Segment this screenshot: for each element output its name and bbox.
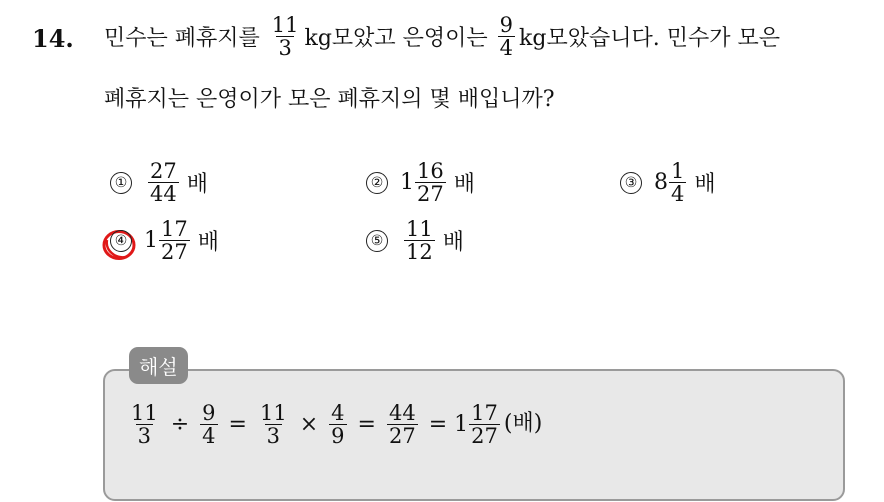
choice-marker: ② [366,172,388,194]
divide-operator: ÷ [170,412,190,438]
solution-fraction: $\frac{44}{27}$ [388,401,416,449]
choice-fraction: $\frac{11}{12}$ [406,217,433,265]
choice-2[interactable] [366,160,475,205]
solution-tag: 해설 [129,347,188,384]
choice-marker: ① [110,172,132,194]
choice-unit: 배 [197,230,219,256]
question-number: 14. [32,24,74,53]
solution-fraction: $\frac{17}{27}$ [471,401,498,449]
choice-marker: ④ [110,230,132,252]
equals-sign: = [228,412,247,438]
choice-unit: 배 [453,172,475,198]
question-text-part3: kg모았습니다. 민수가 모은 [519,26,780,52]
choice-marker: ⑤ [366,230,388,252]
solution-equation [125,402,542,447]
question-text-part2: kg모았고 은영이는 [304,26,488,52]
choice-unit: 배 [186,172,208,198]
choice-1[interactable] [110,160,208,205]
choice-fraction: $\frac{1}{4}$ [671,159,685,207]
choice-unit: 배 [442,230,464,256]
choice-whole: 8 [654,170,668,196]
choice-3[interactable] [620,160,716,205]
solution-unit: (배) [503,411,543,436]
choice-fraction: $\frac{17}{27}$ [161,217,188,265]
solution-whole: 1 [454,412,469,438]
fraction-minsu: $\frac{11}{3}$ [271,13,299,61]
question-line-1 [104,14,780,59]
choice-marker: ③ [620,172,642,194]
choice-unit: 배 [694,172,716,198]
choice-fraction: $\frac{16}{27}$ [417,159,444,207]
solution-fraction: $\frac{11}{3}$ [259,401,287,449]
choice-fraction: $\frac{27}{44}$ [150,159,177,207]
question-text-part1: 민수는 폐휴지를 [104,26,260,52]
question-line-2: 폐휴지는 은영이가 모은 폐휴지의 몇 배입니까? [104,87,555,112]
solution-fraction: $\frac{9}{4}$ [202,401,216,449]
choice-whole: 1 [400,170,414,196]
fraction-eunyoung: $\frac{9}{4}$ [499,13,514,61]
equals-sign: = [428,412,448,438]
equals-sign: = [357,412,376,438]
solution-fraction: $\frac{4}{9}$ [331,401,345,449]
choice-4[interactable] [110,218,219,263]
solution-fraction: $\frac{11}{3}$ [131,401,158,449]
multiply-operator: × [299,412,319,438]
choice-5[interactable] [366,218,464,263]
choice-whole: 1 [144,228,158,254]
